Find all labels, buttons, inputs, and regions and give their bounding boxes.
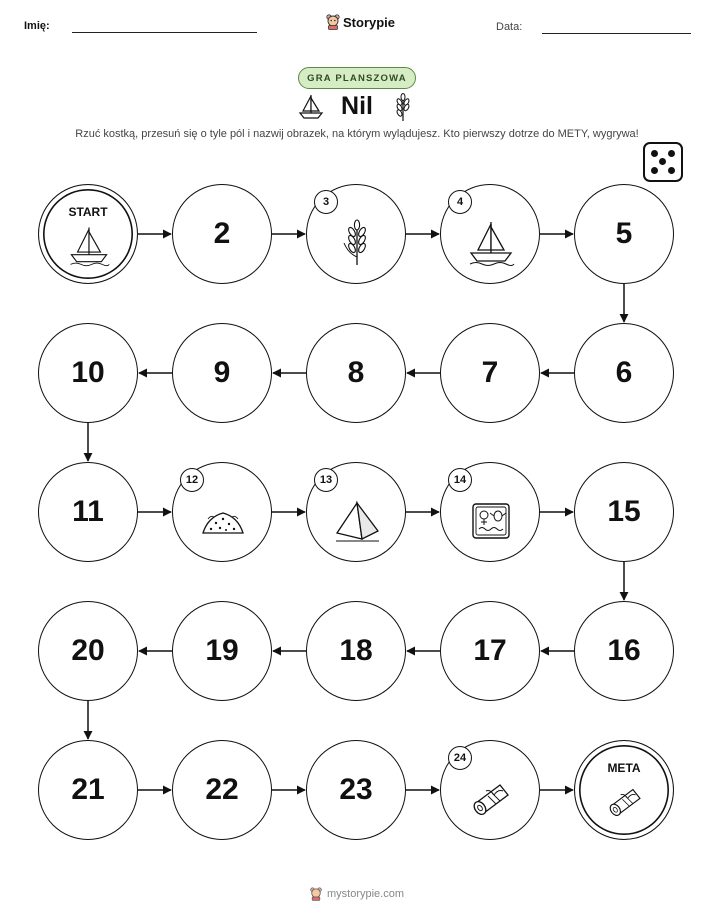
- board-cell-8: [306, 323, 406, 423]
- board-cell-1: [38, 184, 138, 284]
- brand-name: Storypie: [343, 14, 396, 30]
- board-cell-16: [574, 601, 674, 701]
- cell-number-tag: 4: [448, 190, 472, 214]
- page-title: Nil: [341, 92, 373, 120]
- sand-pile-icon: [198, 495, 248, 545]
- cell-number-tag: 12: [180, 468, 204, 492]
- papyrus-scroll-icon: [603, 779, 647, 823]
- cell-number: 19: [205, 634, 239, 667]
- board-cell-21: [38, 740, 138, 840]
- cell-label: START: [68, 205, 108, 219]
- board-cell-17: [440, 601, 540, 701]
- board-cell-6: [574, 323, 674, 423]
- cell-number: 20: [71, 634, 105, 667]
- board-cell-15: [574, 462, 674, 562]
- cell-number-tag: 24: [448, 746, 472, 770]
- cell-number-tag: 3: [314, 190, 338, 214]
- cell-number-tag: 13: [314, 468, 338, 492]
- cell-number: 7: [481, 356, 499, 389]
- board-cell-22: [172, 740, 272, 840]
- board-cell-18: [306, 601, 406, 701]
- footer-site: mystorypie.com: [326, 888, 405, 900]
- board-cell-11: [38, 462, 138, 562]
- footer: [0, 887, 714, 901]
- cell-number: 9: [213, 356, 231, 389]
- pyramid-icon: [332, 495, 382, 545]
- cell-number: 16: [607, 634, 641, 667]
- cell-number: 5: [615, 217, 633, 250]
- board-cell-10: [38, 323, 138, 423]
- storypie-mascot-icon: [310, 887, 322, 901]
- cell-number: 10: [71, 356, 105, 389]
- instructions: Rzuć kostką, przesuń się o tyle pól i nazwij obrazek, na którym wylądujesz. Kto pierwszy dotrze do METY, wygrywa!: [75, 128, 639, 140]
- board-cell-20: [38, 601, 138, 701]
- cell-number: 6: [615, 356, 633, 389]
- cell-number: 2: [213, 217, 231, 250]
- board-cell-9: [172, 323, 272, 423]
- board-cell-2: [172, 184, 272, 284]
- cell-number: 23: [339, 773, 373, 806]
- cell-label: META: [607, 761, 641, 775]
- board-game-badge: GRA PLANSZOWA: [298, 67, 416, 89]
- sailboat-icon: [466, 217, 516, 267]
- name-label: Imię:: [24, 20, 50, 32]
- cell-number: 15: [607, 495, 641, 528]
- cell-number-tag: 14: [448, 468, 472, 492]
- board-cell-5: [574, 184, 674, 284]
- cell-number: 18: [339, 634, 373, 667]
- cell-number: 11: [72, 495, 104, 528]
- board-cell-25: [574, 740, 674, 840]
- wheat-icon: [332, 217, 382, 267]
- date-label: Data:: [496, 21, 523, 33]
- hieroglyph-tablet-icon: [466, 495, 516, 545]
- cell-number: 8: [347, 356, 365, 389]
- cell-number: 17: [473, 634, 507, 667]
- board-cell-19: [172, 601, 272, 701]
- board-cell-23: [306, 740, 406, 840]
- sailboat-icon: [67, 223, 111, 267]
- cell-number: 21: [71, 773, 105, 806]
- cell-number: 22: [205, 773, 239, 806]
- papyrus-scroll-icon: [466, 773, 516, 823]
- board-cell-7: [440, 323, 540, 423]
